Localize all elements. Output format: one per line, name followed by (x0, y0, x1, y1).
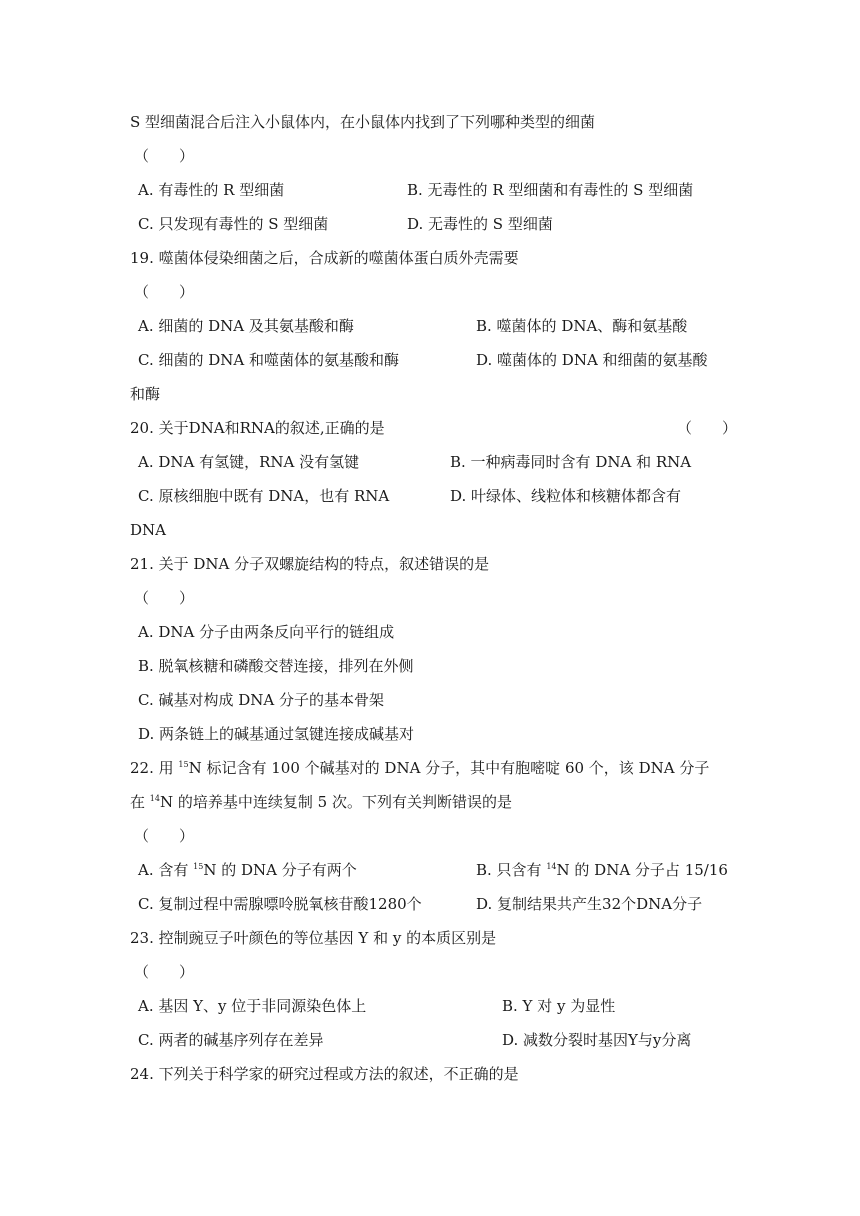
q23-option-b: B. Y 对 y 为显性 (502, 997, 616, 1015)
isotope-14-superscript: 14 (546, 862, 557, 871)
q24-stem: 24. 下列关于科学家的研究过程或方法的叙述，不正确的是 (130, 1065, 519, 1083)
q18-option-a: A. 有毒性的 R 型细菌 (138, 181, 285, 199)
q18-option-c: C. 只发现有毒性的 S 型细菌 (138, 215, 329, 233)
q20-option-d-wrap: DNA (130, 521, 166, 539)
q22-option-a-rest: N 的 DNA 分子有两个 (203, 861, 357, 879)
q20-option-b: B. 一种病毒同时含有 DNA 和 RNA (450, 453, 692, 471)
q20-option-c: C. 原核细胞中既有 DNA，也有 RNA (138, 487, 390, 505)
q23-option-d: D. 减数分裂时基因Y与y分离 (502, 1031, 692, 1049)
isotope-15-superscript: 15 (178, 760, 189, 769)
q19-answer-blank: （ ） (134, 283, 195, 301)
q21-option-b: B. 脱氧核糖和磷酸交替连接，排列在外侧 (138, 657, 414, 675)
q23-option-a: A. 基因 Y、y 位于非同源染色体上 (138, 997, 367, 1015)
q22-stem2-rest: N 的培养基中连续复制 5 次。下列有关判断错误的是 (159, 793, 512, 811)
q22-stem2-prefix: 在 (130, 793, 150, 811)
q20-stem: 20. 关于DNA和RNA的叙述,正确的是 (130, 419, 385, 437)
q22-stem-prefix: 22. 用 (130, 759, 179, 777)
q19-option-d-wrap: 和酶 (130, 385, 161, 403)
isotope-14-superscript: 14 (149, 794, 160, 803)
q20-option-d: D. 叶绿体、线粒体和核糖体都含有 (450, 487, 682, 505)
q22-option-a (138, 860, 357, 880)
q19-option-b: B. 噬菌体的 DNA、酶和氨基酸 (476, 317, 688, 335)
q22-option-c: C. 复制过程中需腺嘌呤脱氧核苷酸1280个 (138, 895, 422, 913)
q21-answer-blank: （ ） (134, 589, 195, 607)
q22-option-d: D. 复制结果共产生32个DNA分子 (476, 895, 703, 913)
q22-option-a-prefix: A. 含有 (138, 861, 194, 879)
q23-answer-blank: （ ） (134, 963, 195, 981)
q22-option-b-prefix: B. 只含有 (476, 861, 547, 879)
q19-option-d: D. 噬菌体的 DNA 和细菌的氨基酸 (476, 351, 708, 369)
q19-option-c: C. 细菌的 DNA 和噬菌体的氨基酸和酶 (138, 351, 399, 369)
q18-stem-continuation: S 型细菌混合后注入小鼠体内，在小鼠体内找到了下列哪种类型的细菌 (130, 113, 596, 131)
q20-option-a: A. DNA 有氢键，RNA 没有氢键 (138, 453, 360, 471)
q21-option-a: A. DNA 分子由两条反向平行的链组成 (138, 623, 395, 641)
q22-stem-line1 (130, 758, 709, 778)
q19-stem: 19. 噬菌体侵染细菌之后，合成新的噬菌体蛋白质外壳需要 (130, 249, 519, 267)
isotope-15-superscript: 15 (193, 862, 204, 871)
q23-stem: 23. 控制豌豆子叶颜色的等位基因 Y 和 y 的本质区别是 (130, 929, 497, 947)
q20-answer-blank: （ ） (677, 419, 738, 437)
q23-option-c: C. 两者的碱基序列存在差异 (138, 1031, 324, 1049)
q22-stem-rest: N 标记含有 100 个碱基对的 DNA 分子，其中有胞嘧啶 60 个，该 DNA 分子 (188, 759, 710, 777)
q18-answer-blank: （ ） (134, 147, 195, 165)
q21-option-c: C. 碱基对构成 DNA 分子的基本骨架 (138, 691, 384, 709)
q22-option-b-rest: N 的 DNA 分子占 15/16 (556, 861, 728, 879)
q21-stem: 21. 关于 DNA 分子双螺旋结构的特点，叙述错误的是 (130, 555, 490, 573)
q18-option-d: D. 无毒性的 S 型细菌 (407, 215, 553, 233)
q22-stem-line2 (130, 792, 512, 812)
q22-option-b (476, 860, 728, 880)
q21-option-d: D. 两条链上的碱基通过氢键连接成碱基对 (138, 725, 415, 743)
q18-option-b: B. 无毒性的 R 型细菌和有毒性的 S 型细菌 (407, 181, 694, 199)
q19-option-a: A. 细菌的 DNA 及其氨基酸和酶 (138, 317, 354, 335)
q22-answer-blank: （ ） (134, 827, 195, 845)
